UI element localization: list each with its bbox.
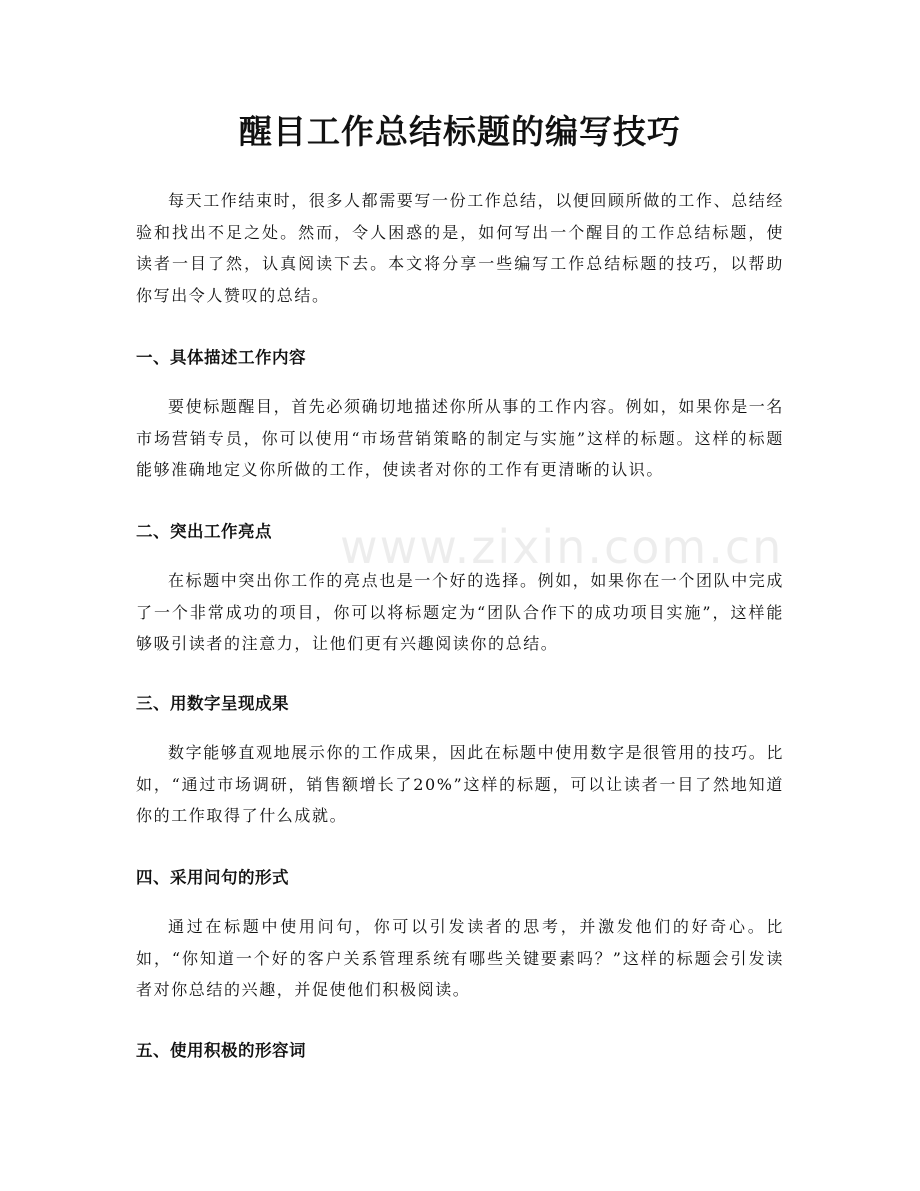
section-1-body: 要使标题醒目，首先必须确切地描述你所从事的工作内容。例如，如果你是一名市场营销专员，你可以使用“市场营销策略的制定与实施”这样的标题。这样的标题能够准确地定义你所做的工作，使读者对你的工作有更清晰的认识。 <box>136 397 785 479</box>
section-3-heading: 三、用数字呈现成果 <box>136 694 289 713</box>
section-1-heading: 一、具体描述工作内容 <box>136 348 306 367</box>
section-3-body: 数字能够直观地展示你的工作成果，因此在标题中使用数字是很管用的技巧。比如，“通过市场调研，销售额增长了20%”这样的标题，可以让读者一目了然地知道你的工作取得了什么成就。 <box>136 743 785 825</box>
watermark: www.zixin.com.cn <box>340 520 784 574</box>
document-title: 醒目工作总结标题的编写技巧 <box>239 112 681 151</box>
section-5-heading: 五、使用积极的形容词 <box>136 1041 306 1060</box>
section-2-body: 在标题中突出你工作的亮点也是一个好的选择。例如，如果你在一个团队中完成了一个非常成功的项目，你可以将标题定为“团队合作下的成功项目实施”，这样能够吸引读者的注意力，让他们更有兴趣阅读你的总结。 <box>136 571 785 653</box>
section-2-heading: 二、突出工作亮点 <box>136 522 272 541</box>
intro-paragraph: 每天工作结束时，很多人都需要写一份工作总结，以便回顾所做的工作、总结经验和找出不足之处。然而，令人困惑的是，如何写出一个醒目的工作总结标题，使读者一目了然，认真阅读下去。本文将分享一些编写工作总结标题的技巧，以帮助你写出令人赞叹的总结。 <box>136 191 785 305</box>
section-4-body: 通过在标题中使用问句，你可以引发读者的思考，并激发他们的好奇心。比如，“你知道一个好的客户关系管理系统有哪些关键要素吗？”这样的标题会引发读者对你总结的兴趣，并促使他们积极阅读。 <box>136 917 784 999</box>
section-4-heading: 四、采用问句的形式 <box>136 868 289 887</box>
